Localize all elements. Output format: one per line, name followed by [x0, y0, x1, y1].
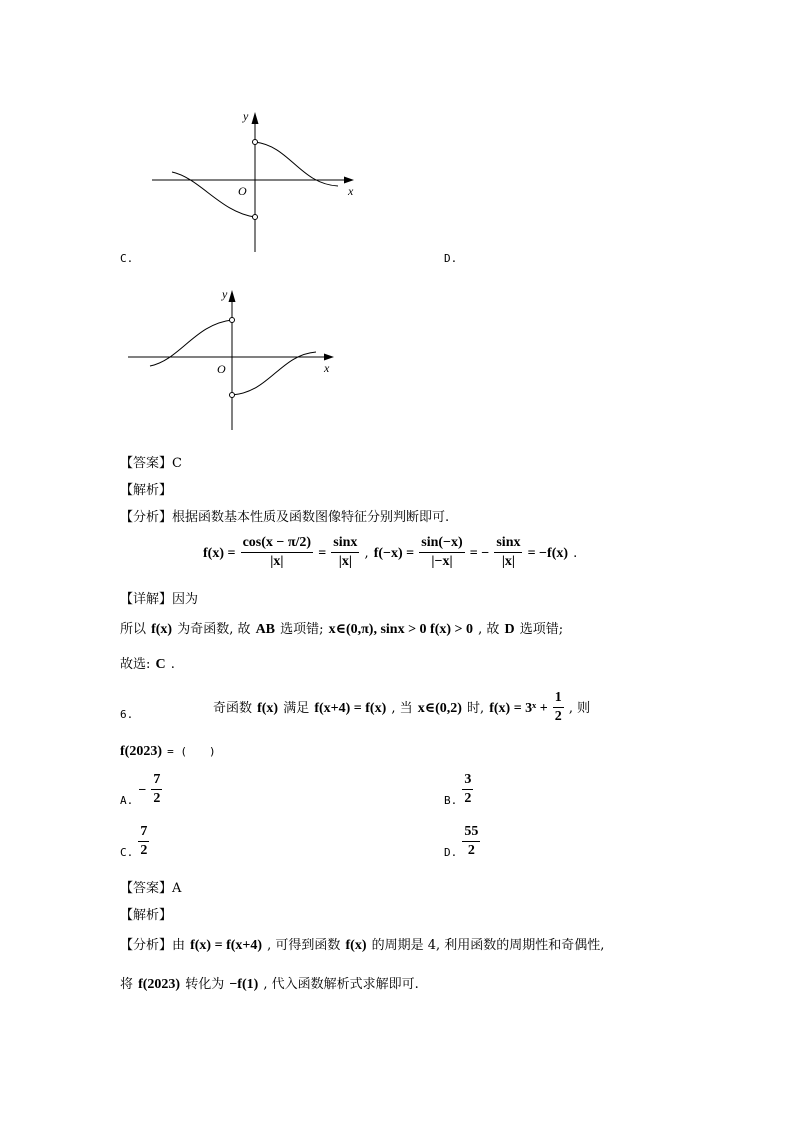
fenxi2-mf1: −f(1)	[229, 977, 259, 992]
x-axis-arrow	[324, 354, 334, 361]
sin-mx-numerator: sin(−x)	[419, 535, 464, 553]
option-num: 7	[138, 824, 149, 842]
sinx-denominator: |x|	[338, 554, 352, 569]
curve-right	[232, 352, 316, 395]
q5-detail-prefix: 【详解】因为	[120, 592, 199, 607]
option-num: 55	[462, 824, 480, 842]
curve-left	[150, 320, 232, 366]
stem-cond: x∈(0,2)	[417, 701, 462, 716]
fx-lhs: f(x) =	[203, 546, 236, 561]
option-label: D.	[444, 846, 458, 859]
stem-half-num: 1	[553, 690, 564, 708]
option-c-label[interactable]: C.	[120, 252, 134, 265]
fenxi-eq: f(x) = f(x+4)	[190, 938, 263, 953]
stem-eq: f(x+4) = f(x)	[314, 701, 387, 716]
stem-f2023: f(2023)	[120, 744, 162, 759]
line2-ab: AB	[255, 622, 276, 637]
period: .	[573, 546, 578, 561]
stem-half-den: 2	[554, 709, 562, 724]
stem-d: 时,	[466, 701, 485, 716]
q6-option-c[interactable]	[120, 824, 149, 859]
line2-a: 所以	[120, 622, 147, 637]
q6-option-a[interactable]	[120, 772, 162, 807]
option-den: 2	[140, 843, 148, 858]
eq-minus: = −	[469, 546, 490, 561]
fenxi-c: 的周期是 4, 利用函数的周期性和奇偶性,	[371, 938, 605, 953]
stem-half	[553, 690, 564, 725]
y-axis-arrow	[252, 112, 259, 124]
q6-stem-line2	[120, 740, 216, 760]
sinx-numerator-2: sinx	[494, 535, 522, 553]
q5-answer: 【答案】C	[120, 456, 182, 471]
x-label: x	[324, 361, 330, 375]
q5-line3	[120, 653, 175, 673]
line3-c: C	[155, 657, 166, 672]
fenxi-b: , 可得到函数	[267, 938, 341, 953]
fenxi2-f2023: f(2023)	[138, 977, 181, 992]
sin-mx-denominator: |−x|	[431, 554, 453, 569]
fenxi2-a: 将	[120, 977, 134, 992]
open-point-top	[230, 318, 235, 323]
stem-fx: f(x)	[257, 701, 279, 716]
q6-fenxi-line2	[120, 973, 419, 993]
q6-stem	[213, 690, 590, 725]
option-num: 3	[462, 772, 473, 790]
stem-e: , 则	[568, 701, 591, 716]
option-fraction	[462, 824, 480, 859]
stem-b: 满足	[283, 701, 310, 716]
x-label: x	[348, 184, 354, 198]
line2-fx: f(x)	[151, 622, 173, 637]
option-fraction	[151, 772, 162, 807]
origin-label: O	[238, 184, 247, 198]
option-den: 2	[153, 791, 161, 806]
sinx-fraction	[331, 535, 359, 570]
graph-d-figure	[120, 280, 350, 440]
stem-fdef: f(x) = 3ˣ +	[489, 701, 548, 716]
q5-analysis-heading: 【解析】	[120, 483, 173, 498]
open-point-bottom	[253, 215, 258, 220]
graph-c-figure	[140, 100, 370, 260]
q6-analysis-heading: 【解析】	[120, 908, 173, 923]
q6-option-b[interactable]	[444, 772, 473, 807]
line3-dot: .	[170, 657, 175, 672]
q5-detail-formula	[203, 535, 577, 570]
option-fraction	[138, 824, 149, 859]
line2-b: 为奇函数, 故	[177, 622, 251, 637]
q5-line2	[120, 618, 563, 638]
q6-answer: 【答案】A	[120, 881, 182, 896]
q6-option-d[interactable]	[444, 824, 480, 859]
tail: = −f(x)	[527, 546, 569, 561]
fenxi2-b: 转化为	[185, 977, 225, 992]
y-label: y	[222, 287, 228, 301]
x-axis-arrow	[344, 177, 354, 184]
line2-e: 选项错;	[519, 622, 564, 637]
open-point-top	[253, 140, 258, 145]
option-label: C.	[120, 846, 134, 859]
q5-fenxi: 【分析】根据函数基本性质及函数图像特征分别判断即可.	[120, 510, 450, 525]
option-den: 2	[467, 843, 475, 858]
eq-sign: =	[318, 546, 327, 561]
line2-c: 选项错;	[280, 622, 324, 637]
comma: ,	[364, 546, 369, 561]
y-axis-arrow	[229, 290, 236, 302]
stem-a: 奇函数	[213, 701, 253, 716]
sinx-numerator: sinx	[331, 535, 359, 553]
q6-fenxi-line1	[120, 934, 604, 954]
y-label: y	[243, 109, 249, 123]
option-label: B.	[444, 794, 458, 807]
option-den: 2	[464, 791, 472, 806]
sin-mx-fraction	[419, 535, 464, 570]
open-point-bottom	[230, 393, 235, 398]
stem-paren: = ( )	[167, 745, 216, 758]
sinx-denominator-2: |x|	[501, 554, 515, 569]
cos-numerator: cos(x − π/2)	[241, 535, 314, 553]
option-sign: −	[138, 783, 147, 798]
option-fraction	[462, 772, 473, 807]
origin-label: O	[217, 362, 226, 376]
line2-cond: x∈(0,π), sinx > 0 f(x) > 0	[328, 622, 474, 637]
option-label: A.	[120, 794, 134, 807]
option-d-label[interactable]: D.	[444, 252, 458, 265]
q6-number: 6.	[120, 708, 134, 721]
cos-denominator: |x|	[270, 554, 284, 569]
fenxi-a: 【分析】由	[120, 938, 186, 953]
fenxi2-c: , 代入函数解析式求解即可.	[263, 977, 419, 992]
fenxi-fx: f(x)	[345, 938, 367, 953]
line2-d: , 故	[478, 622, 500, 637]
curve-right	[255, 142, 338, 186]
line2-dopt: D	[504, 622, 515, 637]
stem-c: , 当	[391, 701, 413, 716]
fmx-lhs: f(−x) =	[373, 546, 415, 561]
line3-a: 故选:	[120, 657, 151, 672]
sinx-fraction-2	[494, 535, 522, 570]
option-num: 7	[151, 772, 162, 790]
cos-fraction	[241, 535, 314, 570]
